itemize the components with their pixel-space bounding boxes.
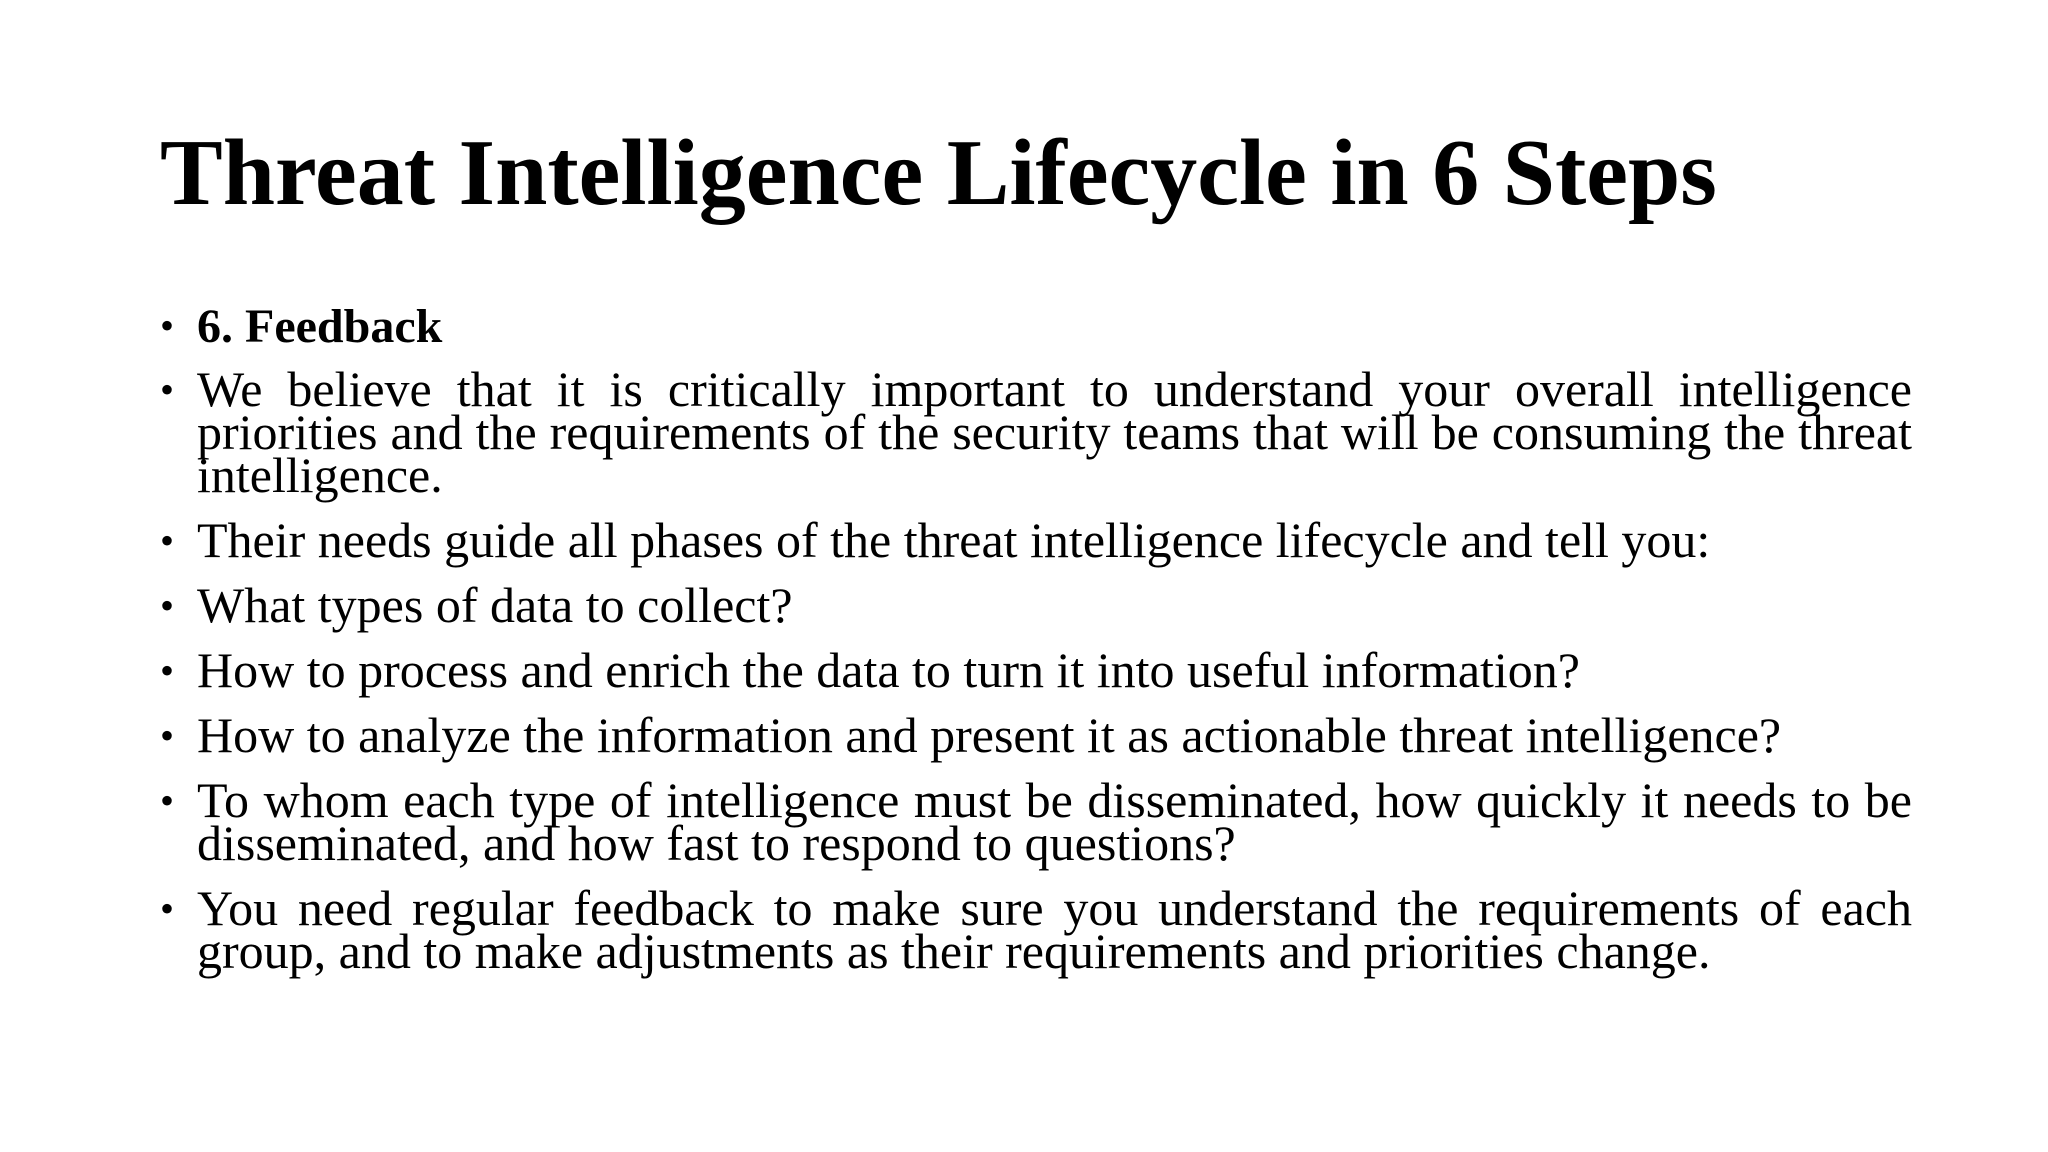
bullet-icon: • [160,648,175,693]
bullet-icon: • [160,886,175,931]
bullet-text: To whom each type of intelligence must be disseminated, how quickly it needs to be disseminated, and how fast to respond to questions? [197,772,1912,871]
bullet-text: What types of data to collect? [197,577,793,633]
slide-title: Threat Intelligence Lifecycle in 6 Steps [160,121,1717,225]
bullet-item [160,361,1912,503]
bullet-item [160,880,1912,979]
bullet-item [160,300,1912,353]
bullet-icon: • [160,367,175,412]
bullet-icon: • [160,303,175,348]
bullet-text: You need regular feedback to make sure you understand the requirements of each group, and to make adjustments as their requirements and priorities change. [197,880,1912,979]
bullet-icon: • [160,518,175,563]
bullet-text: We believe that it is critically important to understand your overall intelligence priorities and the requirements of the security teams that will be consuming the threat intelligence. [197,361,1912,503]
bullet-item [160,577,1912,633]
bullet-text: Their needs guide all phases of the threat intelligence lifecycle and tell you: [197,512,1711,568]
bullet-item [160,707,1912,763]
bullet-icon: • [160,778,175,823]
bullet-item [160,772,1912,871]
bullet-icon: • [160,583,175,628]
bullet-item [160,512,1912,568]
bullet-text: How to analyze the information and present it as actionable threat intelligence? [197,707,1782,763]
bullet-heading: 6. Feedback [197,300,443,353]
bullet-item [160,642,1912,698]
bullet-text: How to process and enrich the data to turn it into useful information? [197,642,1580,698]
bullet-icon: • [160,713,175,758]
bullet-list [160,300,1912,995]
